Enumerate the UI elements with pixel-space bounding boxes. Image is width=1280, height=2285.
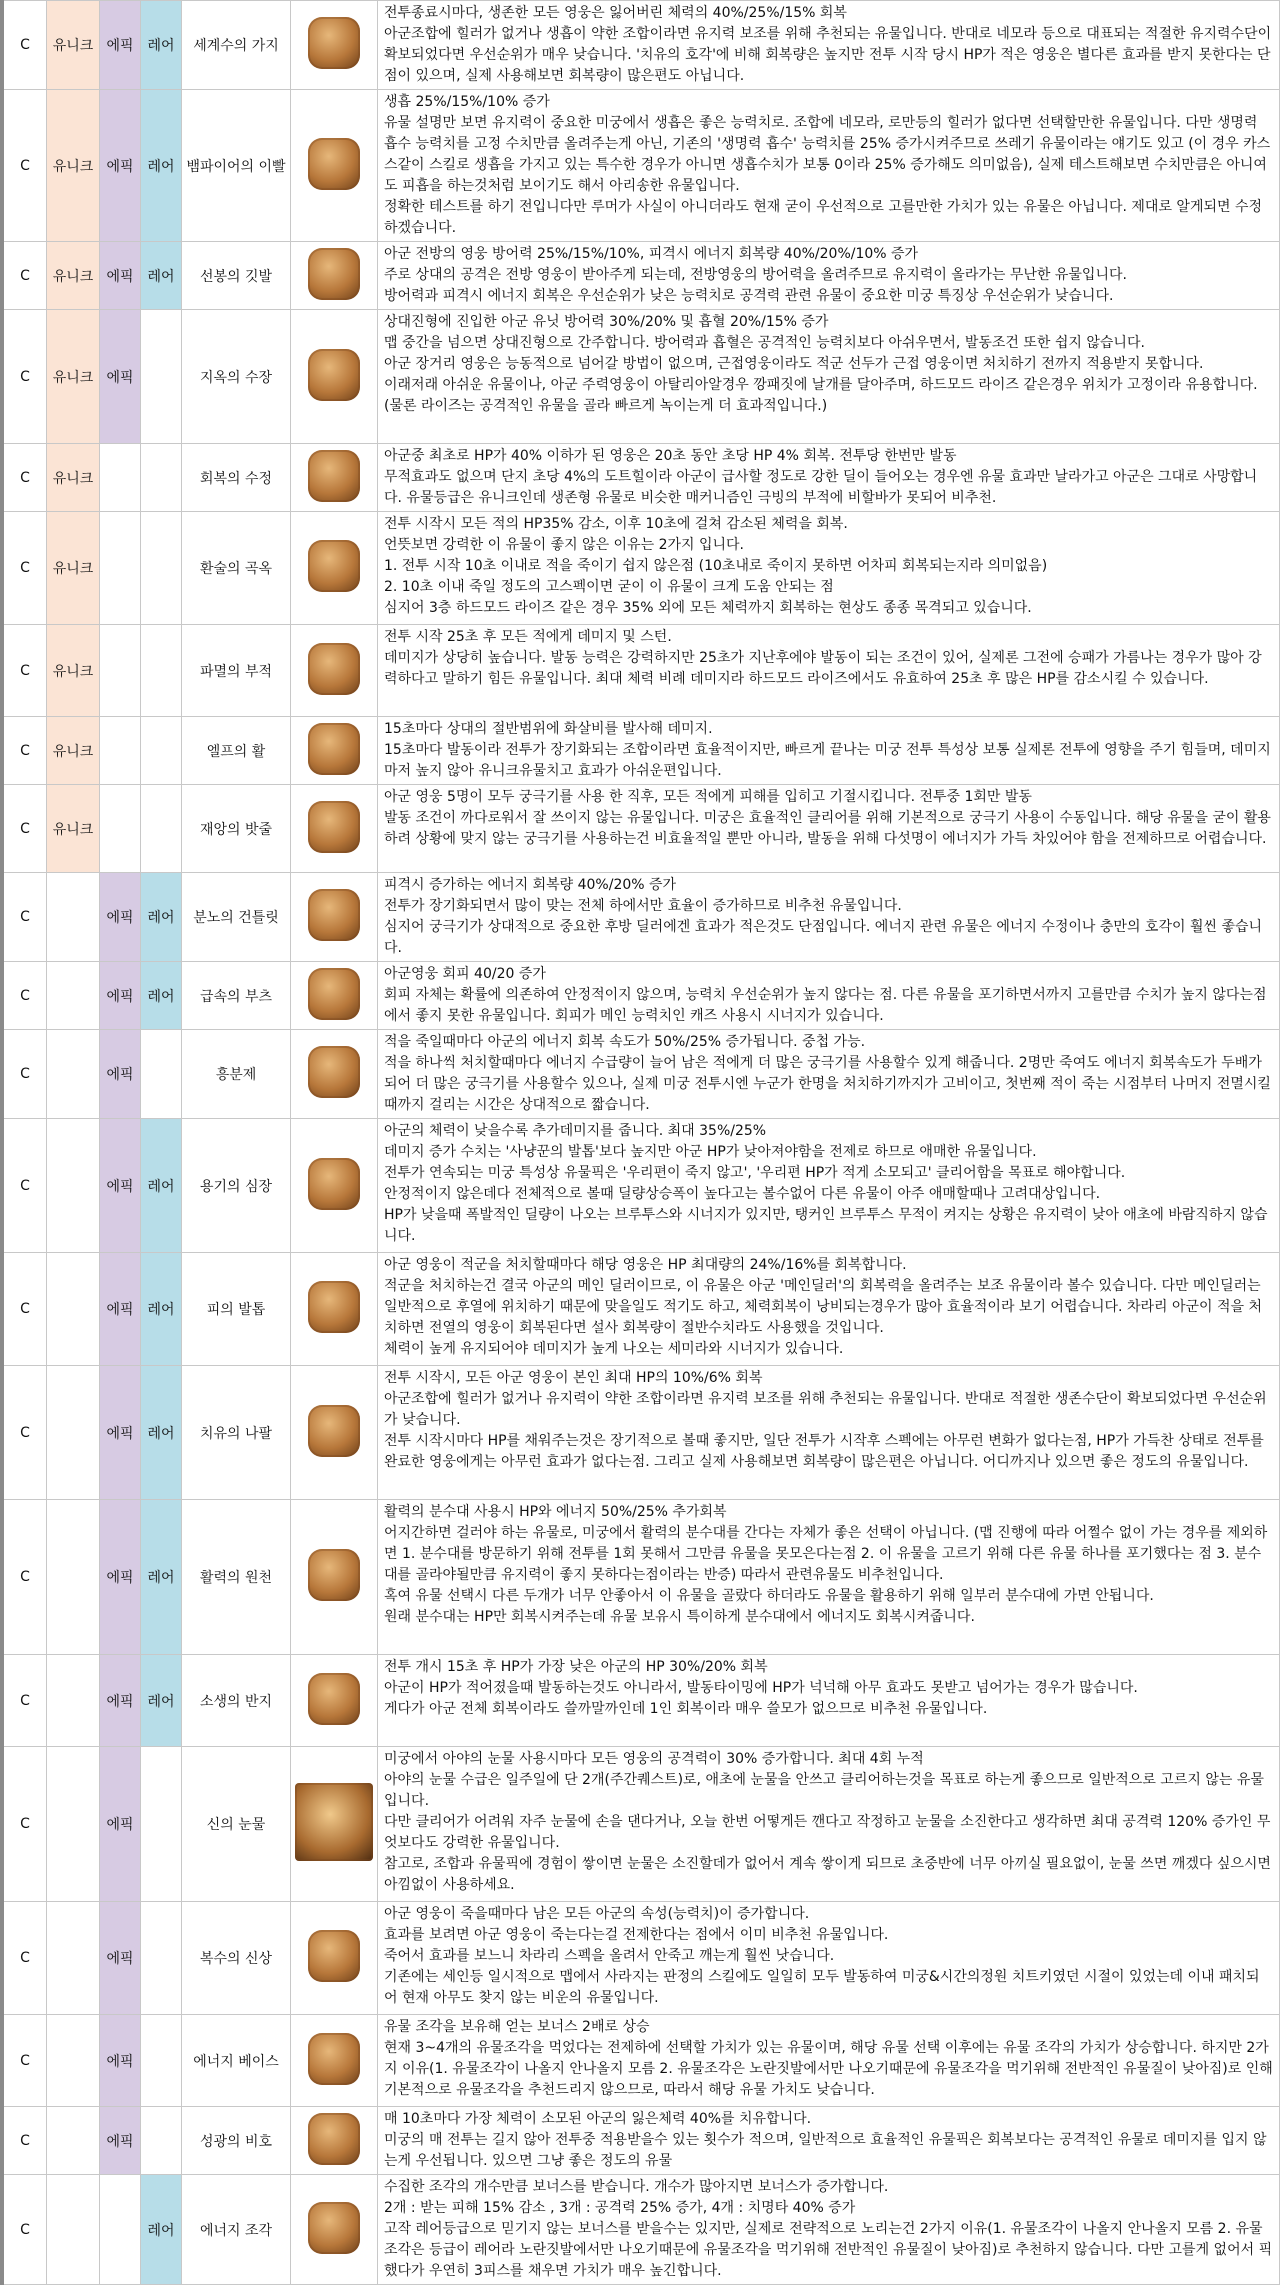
artifact-description xyxy=(378,512,1280,625)
epic-cell: 에픽 xyxy=(100,1747,141,1902)
description-line: 피격시 증가하는 에너지 회복량 40%/20% 증가 xyxy=(384,877,677,893)
tier-cell: C xyxy=(2,1,47,90)
unique-cell: 유니크 xyxy=(47,310,100,444)
description-line: 효과를 보려면 아군 영웅이 죽는다는걸 전제한다는 점에서 이미 비추천 유물입니다. xyxy=(384,1927,889,1943)
rare-cell xyxy=(141,2015,182,2107)
tier-cell: C xyxy=(2,1253,47,1366)
rare-cell: 레어 xyxy=(141,2175,182,2285)
artifact-icon-cell xyxy=(291,512,378,625)
tier-cell: C xyxy=(2,444,47,512)
description-line: 전투 시작시, 모든 아군 영웅이 본인 최대 HP의 10%/6% 회복 xyxy=(384,1370,763,1386)
rare-cell: 레어 xyxy=(141,962,182,1030)
description-line: 아군조합에 힐러가 없거나 생흡이 약한 조합이라면 유지력 보조를 위해 추천되는 유물입니다. 반대로 네모라 등으로 대표되는 적절한 유지력수단이 확보되었다면 우선순위가 매우 낮습니다. '치유의 호각'에 비해 회복량은 높지만 전투 시작 당시 HP가 적은 영웅은 별다른 효과를 받지 못한다는 단점이 있으며, 실제 사용해보면 회복량이 많은편도 아닙니다. xyxy=(384,26,1272,84)
stimulant-flask-icon xyxy=(308,1046,360,1098)
description-line: 현재 3~4개의 유물조각을 먹었다는 전제하에 선택할 가치가 있는 유물이며, 해당 유물 선택 이후에는 유물 조각의 가치가 상승합니다. 하지만 2가지 이유(1. 유물조각이 나올지 안나올지 모름 2. 유물조각은 노란짓발에서만 나오기때문에 유물조각을 먹기위해 전반적인 유물질이 낮아짐)로 인해 기본적으로 유물조각을 추천드리지 않으므로, 따라서 해당 유물 가치도 낮습니다. xyxy=(384,2040,1273,2098)
rare-cell: 레어 xyxy=(141,242,182,310)
table-row xyxy=(2,1253,1280,1366)
artifact-icon-cell xyxy=(291,1,378,90)
description-line: 전투가 연속되는 미궁 특성상 유물픽은 '우리편이 죽지 않고', '우리편 HP가 적게 소모되고' 클리어함을 목표로 해야합니다. xyxy=(384,1165,1126,1181)
artifact-name: 환술의 곡옥 xyxy=(182,512,291,625)
table-row xyxy=(2,1655,1280,1747)
description-line: HP가 낮을때 폭발적인 딜량이 나오는 브루투스와 시너지가 있지만, 탱커인 브루투스 무적이 켜지는 상황은 유지력이 낮아 애초에 바람직하지 않습니다. xyxy=(384,1207,1268,1244)
tier-cell: C xyxy=(2,512,47,625)
artifact-name: 용기의 심장 xyxy=(182,1119,291,1253)
artifact-name: 급속의 부츠 xyxy=(182,962,291,1030)
artifact-description xyxy=(378,1253,1280,1366)
rare-cell xyxy=(141,444,182,512)
artifact-name: 엘프의 활 xyxy=(182,717,291,785)
artifact-name: 흥분제 xyxy=(182,1030,291,1119)
description-line: 유물 설명만 보면 유지력이 중요한 미궁에서 생흡은 좋은 능력치로. 조합에 네모라, 로만등의 힐러가 없다면 선택할만한 유물입니다. 다만 생명력 흡수 능력치를 고정 수치만큼 올려주는게 아닌, 기존의 '생명력 흡수' 능력치를 25% 증가시켜주므로 쓰레기 유물이라는 얘기도 있고 (이 경우 카스스같이 스킬로 생흡을 가지고 있는 특수한 경우가 아니면 생흡수치가 보통 0이라 25% 증가해도 의미없음), 실제 테스트해보면 수치만큼은 아니여도 피흡을 하는것처럼 보이기도 해서 아리송한 유물입니다. xyxy=(384,115,1271,194)
artifact-name: 신의 눈물 xyxy=(182,1747,291,1902)
table-row xyxy=(2,1747,1280,1902)
description-line: 방어력과 피격시 에너지 회복은 우선순위가 낮은 능력치로 공격력 관련 유물이 중요한 미궁 특징상 우선순위가 낮습니다. xyxy=(384,288,1114,304)
description-line: 언뜻보면 강력한 이 유물이 좋지 않은 이유는 2가지 입니다. xyxy=(384,537,745,553)
artifact-description xyxy=(378,962,1280,1030)
epic-cell: 에픽 xyxy=(100,1030,141,1119)
hell-lord-icon xyxy=(308,349,360,401)
artifact-name: 피의 발톱 xyxy=(182,1253,291,1366)
description-line: 아군영웅 회피 40/20 증가 xyxy=(384,966,546,982)
rare-cell: 레어 xyxy=(141,1655,182,1747)
unique-cell xyxy=(47,1500,100,1655)
artifact-description xyxy=(378,2175,1280,2285)
artifact-icon-cell xyxy=(291,1030,378,1119)
energy-shard-icon xyxy=(308,2202,360,2254)
epic-cell xyxy=(100,785,141,873)
artifact-icon-cell xyxy=(291,625,378,717)
epic-cell: 에픽 xyxy=(100,1119,141,1253)
artifact-description xyxy=(378,1119,1280,1253)
description-line: 혹여 유물 선택시 다른 두개가 너무 안좋아서 이 유물을 골랐다 하더라도 유물을 활용하기 위해 일부러 분수대에 가면 안됩니다. xyxy=(384,1588,1154,1604)
description-line: 심지어 3층 하드모드 라이즈 같은 경우 35% 외에 모든 체력까지 회복하는 현상도 종종 목격되고 있습니다. xyxy=(384,600,1032,616)
doom-amulet-icon xyxy=(308,643,360,695)
table-row xyxy=(2,873,1280,962)
table-row xyxy=(2,785,1280,873)
description-line: 15초마다 발동이라 전투가 장기화되는 조합이라면 효율적이지만, 빠르게 끝나는 미궁 전투 특성상 보통 실제론 전투에 영향을 주기 힘들며, 데미지마저 높지 않아 유니크유물치고 효과가 아쉬운편입니다. xyxy=(384,742,1271,779)
unique-cell xyxy=(47,2175,100,2285)
illusion-jade-icon xyxy=(308,540,360,592)
artifact-description xyxy=(378,1500,1280,1655)
artifact-description xyxy=(378,717,1280,785)
epic-cell: 에픽 xyxy=(100,242,141,310)
description-line: 아군중 최초로 HP가 40% 이하가 된 영웅은 20초 동안 초당 HP 4% 회복. 전투당 한번만 발동 xyxy=(384,448,957,464)
unique-cell: 유니크 xyxy=(47,1,100,90)
description-line: 상대진형에 진입한 아군 유닛 방어력 30%/20% 및 흡혈 20%/15% 증가 xyxy=(384,314,829,330)
tier-cell: C xyxy=(2,310,47,444)
artifact-icon-cell xyxy=(291,90,378,242)
artifact-name: 지옥의 수장 xyxy=(182,310,291,444)
tier-cell: C xyxy=(2,1500,47,1655)
epic-cell: 에픽 xyxy=(100,90,141,242)
description-line: 원래 분수대는 HP만 회복시켜주는데 유물 보유시 특이하게 분수대에서 에너지도 회복시켜줍니다. xyxy=(384,1609,975,1625)
description-line: 이래저래 아쉬운 유물이나, 아군 주력영웅이 아탈리아알경우 깡패짓에 날개를 달아주며, 하드모드 라이즈 같은경우 위치가 고정이라 유용합니다. (물론 라이즈는 공격적인 유물을 골라 빠르게 녹이는게 더 효과적입니다.) xyxy=(384,377,1258,414)
artifact-name: 에너지 베이스 xyxy=(182,2015,291,2107)
vanguard-flag-icon xyxy=(308,248,360,300)
healing-horn-icon xyxy=(308,1405,360,1457)
description-line: 정확한 테스트를 하기 전입니다만 루머가 사실이 아니더라도 현재 굳이 우선적으로 고를만한 가치가 있는 유물은 아닙니다. 제대로 알게되면 수정하겠습니다. xyxy=(384,199,1263,236)
artifact-name: 복수의 신상 xyxy=(182,1902,291,2015)
description-line: 아군 영웅이 적군을 처치할때마다 해당 영웅은 HP 최대량의 24%/16%를 회복합니다. xyxy=(384,1257,907,1273)
rare-cell: 레어 xyxy=(141,1366,182,1500)
artifact-description xyxy=(378,1030,1280,1119)
artifact-description xyxy=(378,310,1280,444)
artifact-name: 활력의 원천 xyxy=(182,1500,291,1655)
unique-cell: 유니크 xyxy=(47,625,100,717)
table-row xyxy=(2,2107,1280,2175)
tier-cell: C xyxy=(2,1655,47,1747)
vitality-fountain-icon xyxy=(308,1549,360,1601)
description-line: 적군을 처치하는건 결국 아군의 메인 딜러이므로, 이 유물은 아군 '메인딜러'의 회복력을 올려주는 보조 유물이라 볼수 있습니다. 다만 메인딜러는 일반적으로 후열에 위치하기 때문에 맞을일도 적기도 하고, 체력회복이 낭비되는경우가 많아 효율적이라 보기 어렵습니다. 차라리 아군이 적을 처치하면 전열의 영웅이 회복된다면 설사 회복량이 절반수치라도 사용했을 것입니다. xyxy=(384,1278,1263,1336)
description-line: 참고로, 조합과 유물픽에 경험이 쌓이면 눈물은 소진할데가 없어서 계속 쌓이게 되므로 초중반에 너무 아끼실 필요없이, 눈물 쓰면 깨겠다 싶으시면 아낌없이 사용하세요. xyxy=(384,1856,1271,1893)
description-line: 죽어서 효과를 보느니 차라리 스펙을 올려서 안죽고 깨는게 훨씬 낫습니다. xyxy=(384,1948,835,1964)
epic-cell: 에픽 xyxy=(100,962,141,1030)
description-line: 회피 자체는 확률에 의존하여 안정적이지 않으며, 능력치 우선순위가 높지 않다는 점. 다른 유물을 포기하면서까지 고를만큼 수치가 높지 않다는점에서 좋지 못한 유물입니다. 회피가 메인 능력치인 캐즈 사용시 시너지가 있습니다. xyxy=(384,987,1267,1024)
artifact-name: 세계수의 가지 xyxy=(182,1,291,90)
description-line: 미궁에서 아야의 눈물 사용시마다 모든 영웅의 공격력이 30% 증가합니다. 최대 4회 누적 xyxy=(384,1751,924,1767)
epic-cell xyxy=(100,625,141,717)
tier-cell: C xyxy=(2,2175,47,2285)
table-row xyxy=(2,90,1280,242)
description-line: 아군 영웅 5명이 모두 궁극기를 사용 한 직후, 모든 적에게 피해를 입히고 기절시킵니다. 전투중 1회만 발동 xyxy=(384,789,1032,805)
description-line: 주로 상대의 공격은 전방 영웅이 받아주게 되는데, 전방영웅의 방어력을 올려주므로 유지력이 올라가는 무난한 유물입니다. xyxy=(384,267,1127,283)
description-line: 전투 개시 15초 후 HP가 가장 낮은 아군의 HP 30%/20% 회복 xyxy=(384,1659,768,1675)
rare-cell xyxy=(141,512,182,625)
description-line: 어지간하면 걸러야 하는 유물로, 미궁에서 활력의 분수대를 간다는 자체가 좋은 선택이 아닙니다. (맵 진행에 따라 어쩔수 없이 가는 경우를 제외하면 1. 분수대를 방문하기 위해 전투를 1회 못해서 그만큼 유물을 못모은다는점 2. 이 유물을 고르기 위해 다른 유물 하나를 포기했다는 점 3. 분수대를 골라야될만큼 유지력이 좋지 못하다는점이라는 반증) 따라서 관련유물도 비추천입니다. xyxy=(384,1525,1268,1583)
artifact-icon-cell xyxy=(291,1500,378,1655)
artifact-icon-cell xyxy=(291,717,378,785)
description-line: 활력의 분수대 사용시 HP와 에너지 50%/25% 추가회복 xyxy=(384,1504,727,1520)
artifact-description xyxy=(378,1902,1280,2015)
leaf-branch-icon xyxy=(308,17,360,69)
description-line: 데미지 증가 수치는 '사냥꾼의 발톱'보다 높지만 아군 HP가 낮아져야함을 전제로 하므로 애매한 유물입니다. xyxy=(384,1144,1037,1160)
unique-cell xyxy=(47,873,100,962)
epic-cell: 에픽 xyxy=(100,1902,141,2015)
unique-cell: 유니크 xyxy=(47,785,100,873)
elf-bow-icon xyxy=(308,723,360,775)
unique-cell xyxy=(47,1655,100,1747)
artifact-icon-cell xyxy=(291,1655,378,1747)
table-row xyxy=(2,2175,1280,2285)
artifact-icon-cell xyxy=(291,1366,378,1500)
description-line: 아군 전방의 영웅 방어력 25%/15%/10%, 피격시 에너지 회복량 40%/20%/10% 증가 xyxy=(384,246,919,262)
artifact-icon-cell xyxy=(291,1119,378,1253)
table-row xyxy=(2,717,1280,785)
rare-cell: 레어 xyxy=(141,1253,182,1366)
epic-cell: 에픽 xyxy=(100,1366,141,1500)
tier-cell: C xyxy=(2,962,47,1030)
calamity-rope-icon xyxy=(308,801,360,853)
rare-cell: 레어 xyxy=(141,1,182,90)
table-row xyxy=(2,1500,1280,1655)
rare-cell xyxy=(141,1747,182,1902)
unique-cell xyxy=(47,1253,100,1366)
epic-cell: 에픽 xyxy=(100,1,141,90)
heart-of-courage-icon xyxy=(308,1158,360,1210)
description-line: 체력이 높게 유지되어야 데미지가 높게 나오는 세미라와 시너지가 있습니다. xyxy=(384,1341,844,1357)
description-line: 아야의 눈물 수급은 일주일에 단 2개(주간퀘스트)로, 애초에 눈물을 안쓰고 클리어하는것을 목표로 하는게 좋으므로 일반적으로 고르지 않는 유물입니다. xyxy=(384,1772,1264,1809)
revival-ring-icon xyxy=(308,1673,360,1725)
artifact-description xyxy=(378,2107,1280,2175)
description-line: 미궁의 매 전투는 길지 않아 전투중 적용받을수 있는 횟수가 적으며, 일반적으로 효율적인 유물픽은 회복보다는 공격적인 유물로 데미지를 입지 않는게 우선됩니다. 있으면 그냥 좋은 정도의 유물 xyxy=(384,2132,1267,2169)
artifact-name: 성광의 비호 xyxy=(182,2107,291,2175)
artifact-icon-cell xyxy=(291,1902,378,2015)
description-line: 전투가 장기화되면서 많이 맞는 전체 하에서만 효율이 증가하므로 비추천 유물입니다. xyxy=(384,898,902,914)
artifact-name: 재앙의 밧줄 xyxy=(182,785,291,873)
table-row xyxy=(2,512,1280,625)
healing-crystal-icon xyxy=(308,450,360,502)
unique-cell xyxy=(47,1030,100,1119)
rare-cell xyxy=(141,785,182,873)
artifact-description xyxy=(378,1747,1280,1902)
tier-cell: C xyxy=(2,785,47,873)
description-line: 안정적이지 않은데다 전체적으로 볼때 딜량상승폭이 높다고는 볼수없어 다른 유물이 아주 애매할때나 고려대상입니다. xyxy=(384,1186,1101,1202)
artifact-description xyxy=(378,444,1280,512)
description-line: 전투종료시마다, 생존한 모든 영웅은 잃어버린 체력의 40%/25%/15% 회복 xyxy=(384,5,847,21)
unique-cell: 유니크 xyxy=(47,512,100,625)
tier-cell: C xyxy=(2,1366,47,1500)
artifact-name: 분노의 건틀릿 xyxy=(182,873,291,962)
table-row xyxy=(2,242,1280,310)
epic-cell xyxy=(100,512,141,625)
description-line: 유물 조각을 보유해 얻는 보너스 2배로 상승 xyxy=(384,2019,650,2035)
tier-cell: C xyxy=(2,1747,47,1902)
rare-cell xyxy=(141,717,182,785)
artifact-name: 회복의 수정 xyxy=(182,444,291,512)
unique-cell: 유니크 xyxy=(47,242,100,310)
blood-claw-icon xyxy=(308,1281,360,1333)
unique-cell xyxy=(47,1366,100,1500)
artifact-icon-cell xyxy=(291,2107,378,2175)
tier-cell: C xyxy=(2,717,47,785)
artifact-name: 치유의 나팔 xyxy=(182,1366,291,1500)
description-line: 적을 하나씩 처치할때마다 에너지 수급량이 늘어 남은 적에게 더 많은 궁극기를 사용할수 있게 해줍니다. 2명만 죽여도 에너지 회복속도가 두배가 되어 더 많은 궁극기를 사용할수 있으나, 실제 미궁 전투시엔 누군가 한명을 처치하기까지가 고비이고, 첫번째 적이 죽는 시점부터 나머지 전멸시킬때까지 걸리는 시간은 상대적으로 짧습니다. xyxy=(384,1055,1271,1113)
tier-cell: C xyxy=(2,873,47,962)
artifact-icon-cell xyxy=(291,310,378,444)
rare-cell xyxy=(141,2107,182,2175)
artifact-name: 소생의 반지 xyxy=(182,1655,291,1747)
artifact-icon-cell xyxy=(291,1253,378,1366)
table-row xyxy=(2,444,1280,512)
epic-cell xyxy=(100,2175,141,2285)
tier-cell: C xyxy=(2,625,47,717)
table-row xyxy=(2,2015,1280,2107)
table-row xyxy=(2,310,1280,444)
tier-cell: C xyxy=(2,1902,47,2015)
rare-cell: 레어 xyxy=(141,873,182,962)
artifact-icon-cell xyxy=(291,1747,378,1902)
rare-cell: 레어 xyxy=(141,1119,182,1253)
tier-cell: C xyxy=(2,1030,47,1119)
swift-boots-icon xyxy=(308,968,360,1020)
description-line: 생흡 25%/15%/10% 증가 xyxy=(384,94,550,110)
description-line: 고작 레어등급으로 믿기지 않는 보너스를 받을수는 있지만, 실제로 전략적으로 노리는건 2가지 이유(1. 유물조각이 나올지 안나올지 모름 2. 유물조각은 등급이 레어라 노란짓발에서만 나오기때문에 유물조각을 먹기위해 전반적인 유물질이 낮아짐)로 추천하지 않습니다. 다만 고를게 없어서 픽했다가 우연히 3피스를 채우면 가치가 매우 높긴합니다. xyxy=(384,2221,1273,2279)
table-row xyxy=(2,1,1280,90)
unique-cell xyxy=(47,1902,100,2015)
description-line: 기존에는 세인등 일시적으로 맵에서 사라지는 판정의 스킬에도 일일히 모두 발동하여 미궁&시간의정원 치트키였던 시절이 있었는데 이내 패치되어 현재 아무도 찾지 않는 비운의 유물입니다. xyxy=(384,1969,1260,2006)
artifact-icon-cell xyxy=(291,785,378,873)
unique-cell: 유니크 xyxy=(47,90,100,242)
rage-gauntlet-icon xyxy=(308,889,360,941)
artifact-description xyxy=(378,1,1280,90)
epic-cell xyxy=(100,444,141,512)
description-line: 아군 장거리 영웅은 능동적으로 넘어갈 방법이 없으며, 근접영웅이라도 적군 선두가 근접 영웅이면 처치하기 전까지 적용받지 못합니다. xyxy=(384,356,1204,372)
description-line: 전투 시작시마다 HP를 채워주는것은 장기적으로 볼때 좋지만, 일단 전투가 시작후 스펙에는 아무런 변화가 없다는점, HP가 가득찬 상태로 전투를 완료한 영웅에게는 아무런 효과가 없다는점. 그리고 실제 사용해보면 회복량이 많은편은 아닙니다. 어디까지나 있으면 좋은 정도의 유물입니다. xyxy=(384,1433,1264,1470)
energy-base-icon xyxy=(308,2033,360,2085)
rare-cell xyxy=(141,1902,182,2015)
artifact-name: 에너지 조각 xyxy=(182,2175,291,2285)
description-line: 적을 죽일때마다 아군의 에너지 회복 속도가 50%/25% 증가됩니다. 중첩 가능. xyxy=(384,1034,866,1050)
artifact-icon-cell xyxy=(291,962,378,1030)
description-line: 심지어 궁극기가 상대적으로 중요한 후방 딜러에겐 효과가 적은것도 단점입니다. 에너지 관련 유물은 에너지 수정이나 충만의 호각이 훨씬 좋습니다. xyxy=(384,919,1263,956)
unique-cell xyxy=(47,2107,100,2175)
rare-cell: 레어 xyxy=(141,90,182,242)
holy-light-protection-icon xyxy=(308,2113,360,2165)
unique-cell xyxy=(47,962,100,1030)
tier-cell: C xyxy=(2,1119,47,1253)
artifact-name: 파멸의 부적 xyxy=(182,625,291,717)
table-row xyxy=(2,962,1280,1030)
tier-cell: C xyxy=(2,90,47,242)
artifact-description xyxy=(378,873,1280,962)
table-body xyxy=(2,1,1280,2285)
epic-cell: 에픽 xyxy=(100,2015,141,2107)
tier-cell: C xyxy=(2,2015,47,2107)
table-row xyxy=(2,625,1280,717)
unique-cell xyxy=(47,1747,100,1902)
artifact-icon-cell xyxy=(291,2175,378,2285)
divine-tears-icon xyxy=(295,1783,373,1861)
artifact-name: 뱀파이어의 이빨 xyxy=(182,90,291,242)
vampire-fang-icon xyxy=(308,138,360,190)
rare-cell: 레어 xyxy=(141,1500,182,1655)
epic-cell xyxy=(100,717,141,785)
unique-cell xyxy=(47,2015,100,2107)
description-line: 아군조합에 힐러가 없거나 유지력이 약한 조합이라면 유지력 보조를 위해 추천되는 유물입니다. 반대로 적절한 생존수단이 확보되었다면 우선순위가 낮습니다. xyxy=(384,1391,1267,1428)
epic-cell: 에픽 xyxy=(100,1655,141,1747)
description-line: 아군 영웅이 죽을때마다 남은 모든 아군의 속성(능력치)이 증가합니다. xyxy=(384,1906,810,1922)
description-line: 1. 전투 시작 10초 이내로 적을 죽이기 쉽지 않은점 (10초내로 죽이지 못하면 어차피 회복되는지라 의미없음) xyxy=(384,558,1048,574)
description-line: 수집한 조각의 개수만큼 보너스를 받습니다. 개수가 많아지면 보너스가 증가합니다. xyxy=(384,2179,889,2195)
description-line: 전투 시작시 모든 적의 HP35% 감소, 이후 10초에 걸쳐 감소된 체력을 회복. xyxy=(384,516,848,532)
table-row xyxy=(2,1366,1280,1500)
rare-cell xyxy=(141,625,182,717)
description-line: 2. 10초 이내 죽일 정도의 고스펙이면 굳이 이 유물이 크게 도움 안되는 점 xyxy=(384,579,834,595)
epic-cell: 에픽 xyxy=(100,1500,141,1655)
description-line: 아군이 HP가 적어졌을때 발동하는것도 아니라서, 발동타이밍에 HP가 넉넉해 아무 효과도 못받고 넘어가는 경우가 많습니다. xyxy=(384,1680,1138,1696)
tier-cell: C xyxy=(2,2107,47,2175)
artifact-description xyxy=(378,90,1280,242)
epic-cell: 에픽 xyxy=(100,2107,141,2175)
epic-cell: 에픽 xyxy=(100,873,141,962)
artifact-description xyxy=(378,625,1280,717)
unique-cell: 유니크 xyxy=(47,717,100,785)
epic-cell: 에픽 xyxy=(100,310,141,444)
artifact-description xyxy=(378,2015,1280,2107)
description-line: 게다가 아군 전체 회복이라도 쓸까말까인데 1인 회복이라 매우 쓸모가 없으므로 비추천 유물입니다. xyxy=(384,1701,988,1717)
unique-cell: 유니크 xyxy=(47,444,100,512)
description-line: 맵 중간을 넘으면 상대진형으로 간주합니다. 방어력과 흡혈은 공격적인 능력치보다 아쉬우면서, 발동조건 또한 쉽지 않습니다. xyxy=(384,335,1145,351)
description-line: 데미지가 상당히 높습니다. 발동 능력은 강력하지만 25초가 지난후에야 발동이 되는 조건이 있어, 실제론 그전에 승패가 가름나는 경우가 많아 강력하다고 말하기 힘든 유물입니다. 최대 체력 비례 데미지라 하드모드 라이즈에서도 유효하여 25초 후 많은 HP를 감소시킬 수 있습니다. xyxy=(384,650,1262,687)
rare-cell xyxy=(141,1030,182,1119)
table-row xyxy=(2,1902,1280,2015)
description-line: 발동 조건이 까다로워서 잘 쓰이지 않는 유물입니다. 미궁은 효율적인 클리어를 위해 기본적으로 궁극기 사용이 수동입니다. 해당 유물을 굳이 활용하려 상황에 맞지 않는 궁극기를 사용하는건 비효율적일 뿐만 아니라, 발동을 위해 다섯명이 에너지가 가득 차있어야 함을 전제하므로 어렵습니다. xyxy=(384,810,1271,847)
artifact-description xyxy=(378,242,1280,310)
rare-cell xyxy=(141,310,182,444)
artifact-icon-cell xyxy=(291,242,378,310)
artifact-icon-cell xyxy=(291,444,378,512)
epic-cell: 에픽 xyxy=(100,1253,141,1366)
artifact-name: 선봉의 깃발 xyxy=(182,242,291,310)
artifact-icon-cell xyxy=(291,873,378,962)
artifact-description xyxy=(378,785,1280,873)
description-line: 다만 클리어가 어려워 자주 눈물에 손을 댄다거나, 오늘 한번 어떻게든 깬다고 작정하고 눈물을 소진한다고 생각하면 최대 공격력 120% 증가인 무엇보다도 강력한 유물입니다. xyxy=(384,1814,1271,1851)
artifact-description xyxy=(378,1366,1280,1500)
description-line: 2개 : 받는 피해 15% 감소 , 3개 : 공격력 25% 증가, 4개 : 치명타 40% 증가 xyxy=(384,2200,856,2216)
description-line: 아군의 체력이 낮을수록 추가데미지를 줍니다. 최대 35%/25% xyxy=(384,1123,767,1139)
table-row xyxy=(2,1119,1280,1253)
table-row xyxy=(2,1030,1280,1119)
description-line: 매 10초마다 가장 체력이 소모된 아군의 잃은체력 40%를 치유합니다. xyxy=(384,2111,812,2127)
description-line: 무적효과도 없으며 단지 초당 4%의 도트힐이라 아군이 급사할 정도로 강한 딜이 들어오는 경우엔 유물 효과만 날라가고 아군은 그대로 사망합니다. 유물등급은 유니크인데 생존형 유물로 비슷한 매커니즘인 극빙의 부적에 비할바가 못되어 비추천. xyxy=(384,469,1258,506)
description-line: 전투 시작 25초 후 모든 적에게 데미지 및 스턴. xyxy=(384,629,672,645)
artifact-description xyxy=(378,1655,1280,1747)
tier-cell: C xyxy=(2,242,47,310)
artifact-icon-cell xyxy=(291,2015,378,2107)
unique-cell xyxy=(47,1119,100,1253)
vengeance-idol-icon xyxy=(308,1930,360,1982)
description-line: 15초마다 상대의 절반범위에 화살비를 발사해 데미지. xyxy=(384,721,713,737)
